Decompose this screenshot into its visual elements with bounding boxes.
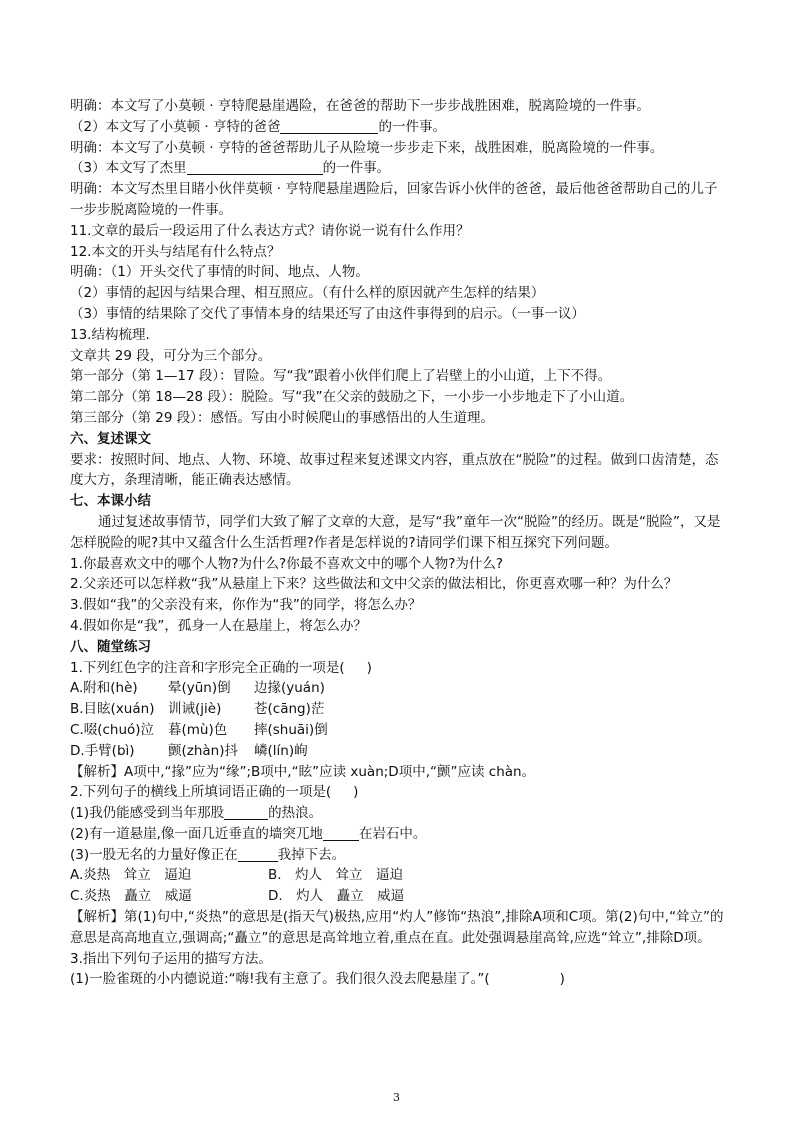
section-heading: 六、复述课文 [70,430,151,447]
answer-line: （2）事情的起因与结果合理、相互照应。（有什么样的原因就产生怎样的结果） [70,285,545,302]
answer-line: 明确：本文写了小莫顿 · 亨特爬悬崖遇险，在爸爸的帮助下一步步战胜困难，脱离险境的一件事。 [70,98,650,114]
text-line: 第三部分（第 29 段）：感悟。写由小时候爬山的事感悟出的人生道理。 [70,409,495,426]
exercise-line: 2.下列句子的横线上所填词语正确的一项是( ) [70,784,359,801]
question-line: 12.本文的开头与结尾有什么特点？ [70,243,281,260]
blank[interactable] [224,805,268,820]
analysis-line: 【解析】A项中,“掾”应为“缘”;B项中,“眩”应读 xuàn;D项中,“颤”应读 chàn。 [70,763,536,780]
option-row: A.炎热 耸立 逼迫 B. 灼人 耸立 逼迫 [70,867,404,884]
question-line: 2.父亲还可以怎样救“我”从悬崖上下来？这些做法和文中父亲的做法相比，你更喜欢哪一种？为什么？ [70,576,678,593]
blank[interactable] [280,119,378,134]
answer-line: （3）事情的结果除了交代了事情本身的结果还写了由这件事得到的启示。（一事一议） [70,305,585,322]
question-line: 1.你最喜欢文中的哪个人物?为什么?你最不喜欢文中的哪个人物?为什么? [70,555,504,572]
section-heading: 七、本课小结 [70,493,151,510]
section-heading: 八、随堂练习 [70,638,151,655]
text-paragraph: 通过复述故事情节，同学们大致了解了文章的大意，是写“我”童年一次“脱险”的经历。既是“脱险”，又是怎样脱险的呢?其中又蕴含什么生活哲理?作者是怎样说的?请同学们课下相互探究下列问题。 [70,513,721,551]
option-row: C.啜(chuó)泣 暮(mù)色 摔(shuāi)倒 [70,721,328,738]
option-row: A.附和(hè) 晕(yūn)倒 边掾(yuán) [70,680,325,697]
analysis-paragraph: 【解析】第(1)句中,“炎热”的意思是(指天气)极热,应用“灼人”修饰“热浪”,排除A项和C项。第(2)句中,“耸立”的意思是高高地直立,强调高;“矗立”的意思是高耸地立着,重点在直。此处强调悬崖高耸,应选“耸立”,排除D项。 [70,909,724,946]
sentence-line: (3)一股无名的力量好像正在 我掉下去。 [70,846,346,863]
sentence-line: (1)我仍能感受到当年那股 的热浪。 [70,805,323,822]
text-line: 第一部分（第 1—17 段）：冒险。写“我”跟着小伙伴们爬上了岩壁上的小山道，上下不得。 [70,368,612,385]
document-body [70,96,728,990]
blank[interactable] [238,847,278,862]
fill-in-line: （3）本文写了杰里 的一件事。 [70,160,391,177]
answer-paragraph: 明确：本文写杰里目睹小伙伴莫顿 · 亨特爬悬崖遇险后，回家告诉小伙伴的爸爸，最后他爸爸帮助自己的儿子一步步脱离险境的一件事。 [70,181,718,218]
exercise-line: (1)一脸雀斑的小内德说道:“嗨!我有主意了。我们很久没去爬悬崖了。”( ) [70,971,565,988]
text-line: 第二部分（第 18—28 段）：脱险。写“我”在父亲的鼓励之下，一小步一小步地走下了小山道。 [70,389,634,406]
option-row: B.目眩(xuán) 训诫(jiè) 苍(cāng)茫 [70,701,325,718]
sentence-line: (2)有一道悬崖,像一面几近垂直的墙突兀地 在岩石中。 [70,825,427,842]
answer-line: 明确：（1）开头交代了事情的时间、地点、人物。 [70,264,369,281]
option-row: C.炎热 矗立 威逼 D. 灼人 矗立 威逼 [70,888,405,905]
text-paragraph: 要求：按照时间、地点、人物、环境、故事过程来复述课文内容，重点放在“脱险”的过程。做到口齿清楚，态度大方，条理清晰，能正确表达感情。 [70,451,719,489]
fill-in-line: （2）本文写了小莫顿 · 亨特的爸爸 的一件事。 [70,118,446,135]
answer-line: 明确：本文写了小莫顿 · 亨特的爸爸帮助儿子从险境一步步走下来，战胜困难，脱离险境的一件事。 [70,139,664,156]
text-line: 文章共 29 段，可分为三个部分。 [70,347,272,364]
question-line: 3.假如“我”的父亲没有来，你作为“我”的同学，将怎么办？ [70,597,422,614]
blank[interactable] [323,826,359,841]
exercise-line: 3.指出下列句子运用的描写方法。 [70,950,272,967]
question-line: 4.假如你是“我”，孤身一人在悬崖上，将怎么办？ [70,617,367,634]
blank[interactable] [187,160,323,175]
question-line: 11.文章的最后一段运用了什么表达方式？请你说一说有什么作用？ [70,222,470,239]
option-row: D.手臂(bì) 颤(zhàn)抖 嶙(lín)峋 [70,742,308,759]
question-line: 13.结构梳理. [70,326,150,343]
exercise-line: 1.下列红色字的注音和字形完全正确的一项是( ) [70,659,372,676]
page-number: 3 [393,1091,400,1104]
